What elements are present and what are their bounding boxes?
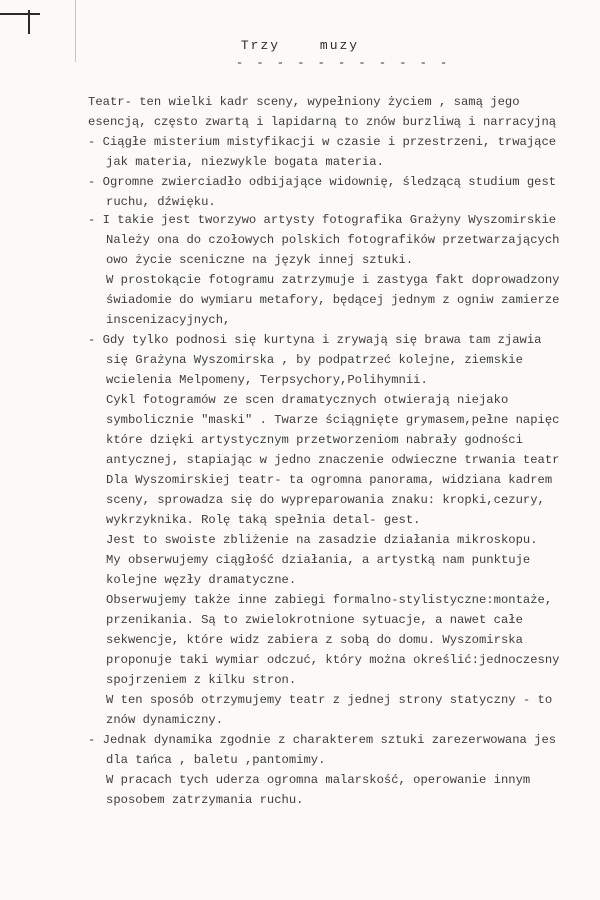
text-line: proponuje taki wymiar odczuć, który można określić:jednoczesny <box>106 653 560 667</box>
text-line: W pracach tych uderza ogromna malarskość, operowanie innym <box>106 773 531 787</box>
text-line: W ten sposób otrzymujemy teatr z jednej strony statyczny - to <box>106 693 553 707</box>
text-line: My obserwujemy ciągłość działania, a artystką nam punktuje <box>106 553 531 567</box>
text-line: - Jednak dynamika zgodnie z charakterem sztuki zarezerwowana jes <box>88 733 557 747</box>
text-line: Jest to swoiste zbliżenie na zasadzie działania mikroskopu. <box>106 533 538 547</box>
text-line: wcielenia Melpomeny, Terpsychory,Polihymnii. <box>106 373 428 387</box>
text-line: znów dynamiczny. <box>106 713 224 727</box>
text-line: W prostokącie fotogramu zatrzymuje i zastyga fakt doprowadzony <box>106 273 560 287</box>
text-line: ruchu, dźwięku. <box>106 195 216 209</box>
text-line: które dzięki artystycznym przetworzeniom nabrały godności <box>106 433 523 447</box>
text-line: jak materia, niezwykle bogata materia. <box>106 155 384 169</box>
text-line: spojrzeniem z kilku stron. <box>106 673 297 687</box>
text-line: Dla Wyszomirskiej teatr- ta ogromna panorama, widziana kadrem <box>106 473 553 487</box>
title-underline: - - - - - - - - - - - <box>236 56 451 70</box>
text-line: symbolicznie "maski" . Twarze ściągnięte grymasem,pełne napięc <box>106 413 560 427</box>
text-line: sposobem zatrzymania ruchu. <box>106 793 304 807</box>
text-line: - Gdy tylko podnosi się kurtyna i zrywają się brawa tam zjawia <box>88 333 542 347</box>
text-line: Teatr- ten wielki kadr sceny, wypełniony życiem , samą jego <box>88 95 520 109</box>
text-line: - Ogromne zwierciadło odbijające widownię, śledzącą studium gest <box>88 175 557 189</box>
text-line: owo życie sceniczne na język innej sztuki. <box>106 253 414 267</box>
text-line: dla tańca , baletu ,pantomimy. <box>106 753 326 767</box>
text-line: kolejne węzły dramatyczne. <box>106 573 297 587</box>
text-line: świadomie do wymiaru metafory, będącej jednym z ogniw zamierze <box>106 293 560 307</box>
text-line: - Ciągłe misterium mistyfikacji w czasie i przestrzeni, trwające <box>88 135 557 149</box>
text-line: sceny, sprowadza się do wypreparowania znaku: kropki,cezury, <box>106 493 545 507</box>
text-line: - I takie jest tworzywo artysty fotografika Grażyny Wyszomirskie <box>88 213 557 227</box>
text-line: antycznej, stapiając w jedno znaczenie odwieczne trwania teatr <box>106 453 560 467</box>
title-word-right: muzy <box>319 38 360 53</box>
text-line: Obserwujemy także inne zabiegi formalno-stylistyczne:montaże, <box>106 593 553 607</box>
text-line: wykrzyknika. Rolę taką spełnia detal- gest. <box>106 513 421 527</box>
text-line: esencją, często zwartą i lapidarną to znów burzliwą i narracyjną <box>88 115 557 129</box>
title-word-left: Trzy <box>240 38 281 53</box>
text-line: Cykl fotogramów ze scen dramatycznych otwierają niejako <box>106 393 509 407</box>
text-line: się Grażyna Wyszomirska , by podpatrzeć kolejne, ziemskie <box>106 353 523 367</box>
text-line: sekwencje, które widz zabiera z sobą do domu. Wyszomirska <box>106 633 523 647</box>
text-line: przenikania. Są to zwielokrotnione sytuacje, a nawet całe <box>106 613 523 627</box>
text-line: Należy ona do czołowych polskich fotografików przetwarzających <box>106 233 560 247</box>
text-line: inscenizacyjnych, <box>106 313 231 327</box>
